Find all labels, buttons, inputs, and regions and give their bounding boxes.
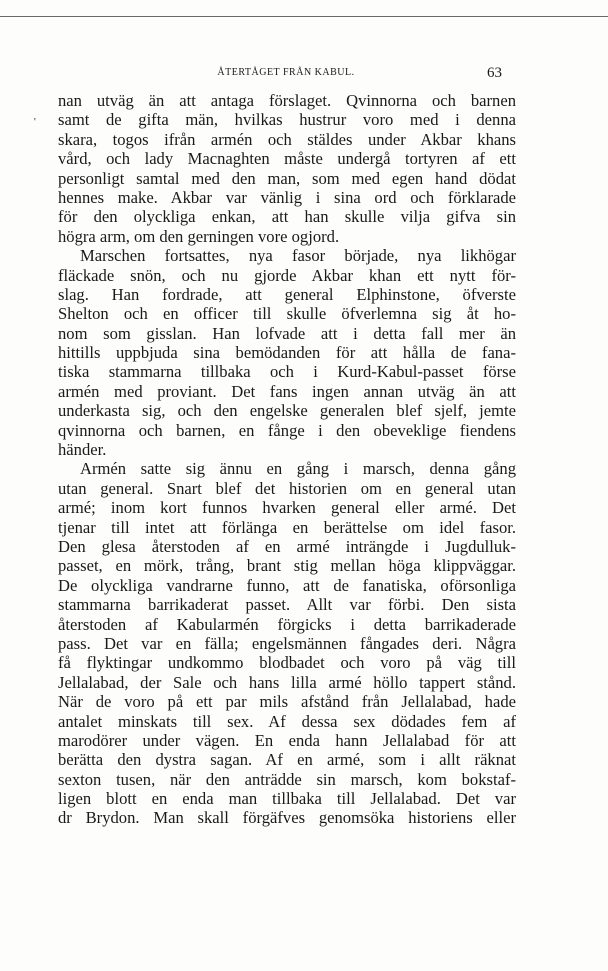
text-line: utan general. Snart blef det historien om en general utan bbox=[58, 478, 516, 498]
margin-mark: ' bbox=[34, 117, 36, 128]
text-line: högra arm, om den gerningen vore ogjord. bbox=[58, 226, 340, 246]
text-line: slag. Han fordrade, att general Elphinstone, öfverste bbox=[58, 284, 516, 304]
text-line: fläckade snön, och nu gjorde Akbar khan ett nytt för- bbox=[58, 265, 516, 285]
paragraph bbox=[58, 246, 516, 459]
top-rule bbox=[0, 16, 608, 17]
text-line: Armén satte sig ännu en gång i marsch, denna gång bbox=[80, 459, 516, 479]
running-title: ÅTERTÅGET FRÅN KABUL. bbox=[217, 67, 355, 78]
text-line: hennes make. Akbar var vänlig i sina ord och förklarade bbox=[58, 187, 516, 207]
text-line: antalet minskats till sex. Af dessa sex dödades fem af bbox=[58, 711, 516, 731]
text-line: pass. Det var en fälla; engelsmännen fångades deri. Några bbox=[58, 633, 516, 653]
text-line: vård, och lady Macnaghten måste undergå tortyren af ett bbox=[58, 149, 516, 169]
text-line: Marschen fortsattes, nya fasor började, nya likhögar bbox=[80, 246, 516, 266]
text-line: ligen blott en enda man tillbaka till Jellalabad. Det var bbox=[58, 789, 516, 809]
paragraph bbox=[58, 91, 516, 246]
text-line: tiska stammarna tillbaka och i Kurd-Kabul-passet förse bbox=[58, 362, 516, 382]
text-line: De olyckliga vandrarne funno, att de fanatiska, oförsonliga bbox=[58, 575, 516, 595]
text-line: återstoden af Kabularmén förgicks i detta barrikaderade bbox=[58, 614, 516, 634]
text-line: personligt samtal med den man, som med egen hand dödat bbox=[58, 168, 516, 188]
running-head bbox=[58, 66, 514, 84]
text-line: för den olyckliga enkan, att han skulle vilja gifva sin bbox=[58, 207, 516, 227]
body-text bbox=[58, 91, 516, 828]
paragraph bbox=[58, 459, 516, 827]
text-line: sexton tusen, när den anträdde sin marsch, kom bokstaf- bbox=[58, 769, 516, 789]
text-line: Den glesa återstoden af en armé inträngde i Jugdulluk- bbox=[58, 536, 516, 556]
page-number: 63 bbox=[487, 65, 502, 81]
text-line: tjenar till intet att förlänga en berättelse om idel fasor. bbox=[58, 517, 516, 537]
text-line: skara, togos ifrån armén och stäldes under Akbar khans bbox=[58, 129, 516, 149]
text-line: händer. bbox=[58, 440, 107, 460]
text-line: armé; inom kort funnos hvarken general eller armé. Det bbox=[58, 498, 516, 518]
text-line: samt de gifta män, hvilkas hustrur voro med i denna bbox=[58, 110, 516, 130]
text-line: Shelton och en officer till skulle öfverlemna sig åt ho- bbox=[58, 304, 516, 324]
text-line: dr Brydon. Man skall förgäfves genomsöka historiens eller bbox=[58, 808, 516, 828]
text-line: armén med proviant. Det fans ingen annan utväg än att bbox=[58, 381, 516, 401]
text-line: qvinnorna och barnen, en fånge i den obeveklige fiendens bbox=[58, 420, 516, 440]
text-line: hittills uppbjuda sina bemödanden för att hålla de fana- bbox=[58, 343, 516, 363]
text-line: marodörer under vägen. En enda hann Jellalabad för att bbox=[58, 730, 516, 750]
text-line: När de voro på ett par mils afstånd från Jellalabad, hade bbox=[58, 692, 516, 712]
text-line: passet, en mörk, trång, brant stig mellan höga klippväggar. bbox=[58, 556, 516, 576]
text-line: Jellalabad, der Sale och hans lilla armé höllo tappert stånd. bbox=[58, 672, 516, 692]
text-line: nan utväg än att antaga förslaget. Qvinnorna och barnen bbox=[58, 91, 516, 110]
text-line: stammarna barrikaderat passet. Allt var förbi. Den sista bbox=[58, 595, 516, 615]
text-line: få flyktingar undkommo blodbadet och voro på väg till bbox=[58, 653, 516, 673]
text-line: underkasta sig, och den engelske generalen blef sjelf, jemte bbox=[58, 401, 516, 421]
text-line: berätta den dystra sagan. Af en armé, som i allt räknat bbox=[58, 750, 516, 770]
text-line: nom som gisslan. Han lofvade att i detta fall mer än bbox=[58, 323, 516, 343]
